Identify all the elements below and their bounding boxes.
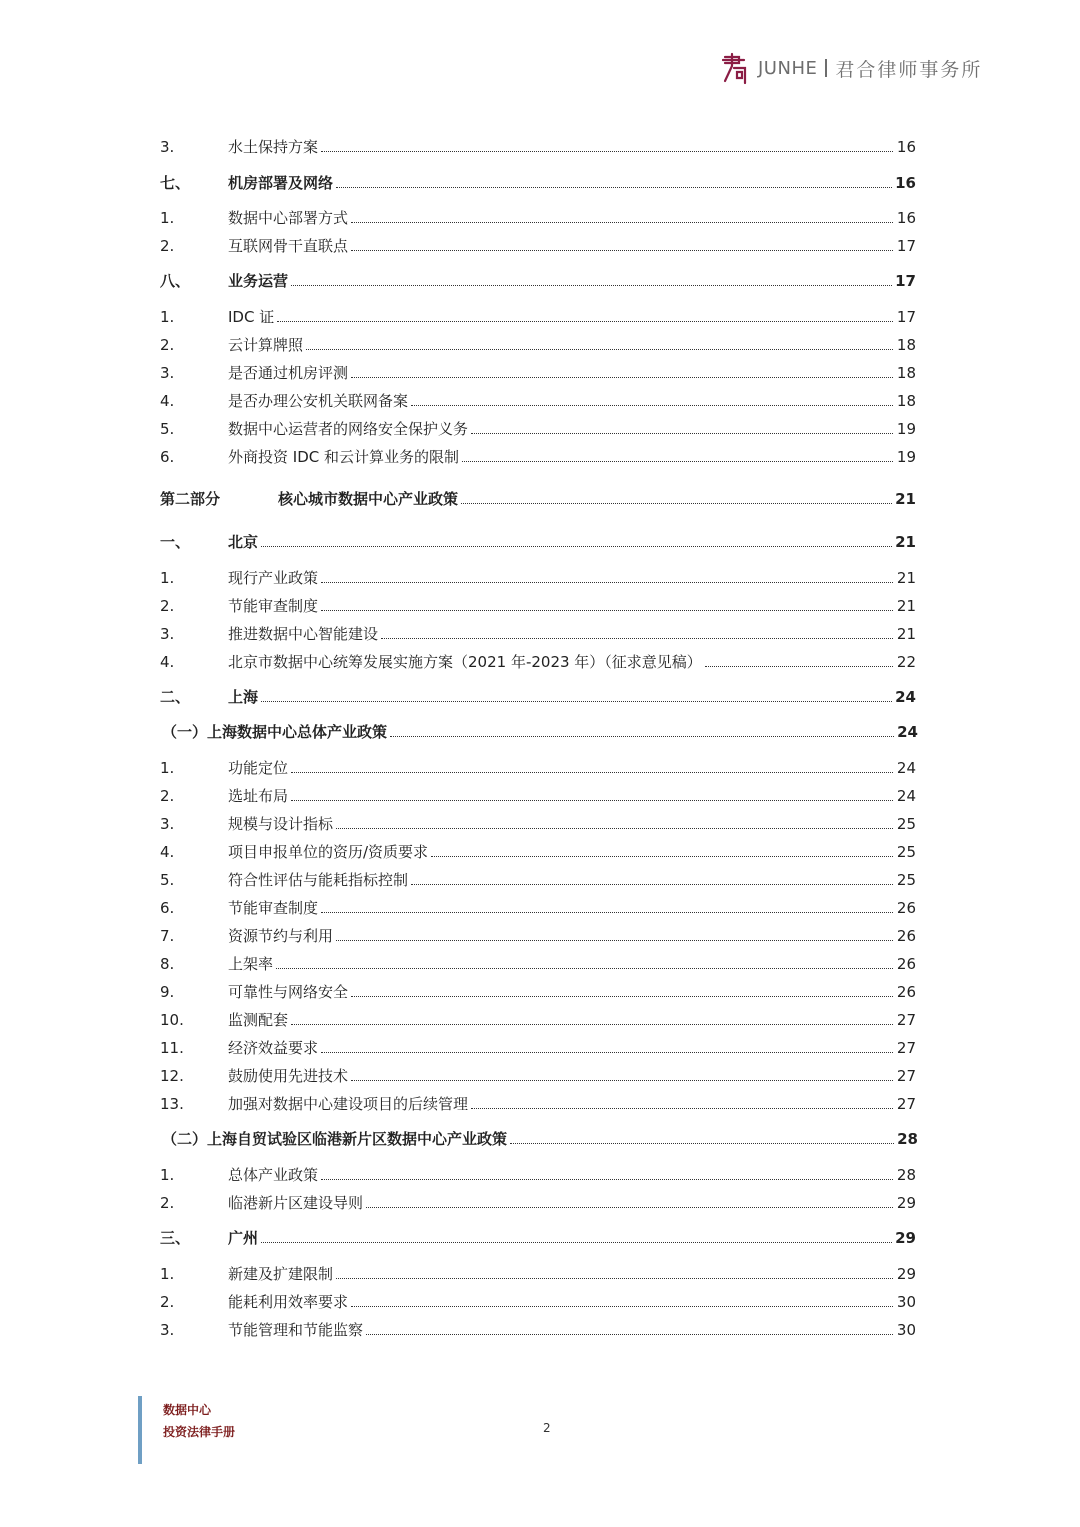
toc-entry-title: 北京市数据中心统筹发展实施方案（2021 年-2023 年）（征求意见稿）	[228, 653, 702, 671]
toc-entry-title: （二）上海自贸试验区临港新片区数据中心产业政策	[162, 1130, 508, 1148]
toc-dot-leader	[321, 1178, 893, 1180]
toc-entry-page: 18	[896, 336, 916, 354]
toc-entry-page: 25	[896, 871, 916, 889]
toc-entry-page: 22	[896, 653, 916, 671]
toc-entry[interactable]	[160, 1034, 916, 1058]
toc-dot-leader	[321, 150, 893, 152]
toc-entry[interactable]	[160, 133, 916, 157]
toc-entry-title: 临港新片区建设导则	[228, 1194, 364, 1212]
toc-entry-number: 5.	[160, 420, 175, 438]
toc-entry[interactable]	[160, 978, 916, 1002]
toc-entry-page: 21	[896, 569, 916, 587]
footer-title-line2: 投资法律手册	[163, 1425, 236, 1439]
toc-dot-leader	[471, 1107, 893, 1109]
toc-entry-number: 1.	[160, 569, 175, 587]
brand-name-cn: 君合律师事务所	[835, 58, 983, 81]
page-header	[722, 48, 982, 88]
toc-entry-title: 可靠性与网络安全	[228, 983, 349, 1001]
toc-entry-number: 6.	[160, 448, 175, 466]
toc-dot-leader	[366, 1206, 893, 1208]
toc-entry-title: 鼓励使用先进技术	[228, 1067, 349, 1085]
toc-entry-number: 3.	[160, 815, 175, 833]
toc-entry-title: 监测配套	[228, 1011, 289, 1029]
toc-entry-page: 27	[896, 1095, 916, 1113]
toc-dot-leader	[291, 284, 892, 286]
toc-entry[interactable]	[160, 1260, 916, 1284]
toc-entry-title: 数据中心运营者的网络安全保护义务	[228, 420, 469, 438]
toc-dot-leader	[705, 665, 893, 667]
toc-dot-leader	[381, 637, 893, 639]
toc-entry-page: 28	[896, 1166, 916, 1184]
toc-entry[interactable]	[160, 810, 916, 834]
toc-entry-number: 2.	[160, 1194, 175, 1212]
toc-entry-page: 29	[896, 1194, 916, 1212]
toc-entry[interactable]	[160, 754, 916, 778]
toc-entry-number: 7.	[160, 927, 175, 945]
toc-entry[interactable]	[160, 894, 916, 918]
toc-entry-title: 资源节约与利用	[228, 927, 334, 945]
toc-dot-leader	[291, 799, 893, 801]
toc-entry-page: 28	[897, 1130, 918, 1148]
toc-entry-title: 推进数据中心智能建设	[228, 625, 379, 643]
toc-entry-page: 25	[896, 815, 916, 833]
toc-entry[interactable]	[160, 169, 916, 193]
toc-entry-number: 3.	[160, 625, 175, 643]
toc-entry-number: 10.	[160, 1011, 184, 1029]
toc-entry-page: 24	[896, 787, 916, 805]
toc-entry[interactable]	[160, 1224, 916, 1248]
toc-entry-page: 16	[895, 174, 916, 192]
toc-entry-title: 节能审查制度	[228, 597, 319, 615]
toc-entry[interactable]	[160, 415, 916, 439]
toc-dot-leader	[336, 827, 893, 829]
toc-entry-title: 节能管理和节能监察	[228, 1321, 364, 1339]
toc-entry-number: 1.	[160, 1166, 175, 1184]
toc-entry-number: 4.	[160, 843, 175, 861]
toc-entry-title: 规模与设计指标	[228, 815, 334, 833]
toc-entry-title: 北京	[228, 533, 259, 551]
toc-entry-number: 1.	[160, 759, 175, 777]
toc-entry-page: 27	[896, 1011, 916, 1029]
toc-entry-title: （一）上海数据中心总体产业政策	[162, 723, 388, 741]
toc-entry-title: 业务运营	[228, 272, 289, 290]
toc-entry-number: 一、	[160, 533, 191, 551]
toc-entry[interactable]	[160, 267, 916, 291]
toc-entry-number: 4.	[160, 392, 175, 410]
toc-dot-leader	[351, 1079, 893, 1081]
toc-entry-page: 24	[896, 759, 916, 777]
toc-entry-page: 21	[895, 533, 916, 551]
toc-entry[interactable]	[160, 1189, 916, 1213]
toc-dot-leader	[277, 320, 893, 322]
toc-dot-leader	[321, 609, 893, 611]
toc-entry-number: 9.	[160, 983, 175, 1001]
toc-entry-page: 26	[896, 955, 916, 973]
toc-entry-title: 上海	[228, 688, 259, 706]
toc-dot-leader	[462, 460, 893, 462]
toc-entry-number: 第二部分	[160, 490, 221, 508]
toc-dot-leader	[336, 1277, 893, 1279]
toc-entry-number: 3.	[160, 1321, 175, 1339]
toc-entry-title: 选址布局	[228, 787, 289, 805]
toc-entry-number: 1.	[160, 308, 175, 326]
toc-entry[interactable]	[160, 204, 916, 228]
toc-entry[interactable]	[160, 564, 916, 588]
toc-entry-page: 26	[896, 899, 916, 917]
toc-entry-number: 3.	[160, 364, 175, 382]
toc-entry[interactable]	[162, 1125, 918, 1149]
toc-entry-page: 19	[896, 420, 916, 438]
toc-dot-leader	[461, 502, 892, 504]
toc-entry-number: 八、	[160, 272, 191, 290]
toc-entry-title: 功能定位	[228, 759, 289, 777]
toc-entry-title: 广州	[228, 1229, 259, 1247]
toc-entry-page: 29	[895, 1229, 916, 1247]
toc-entry-page: 18	[896, 392, 916, 410]
toc-entry[interactable]	[160, 1062, 916, 1086]
toc-entry[interactable]	[160, 232, 916, 256]
toc-entry-number: 2.	[160, 1293, 175, 1311]
toc-entry[interactable]	[160, 782, 916, 806]
toc-entry-number: 2.	[160, 597, 175, 615]
toc-dot-leader	[351, 221, 893, 223]
toc-dot-leader	[411, 404, 893, 406]
toc-entry-page: 25	[896, 843, 916, 861]
toc-entry[interactable]	[160, 592, 916, 616]
toc-entry-number: 5.	[160, 871, 175, 889]
toc-entry-title: 互联网骨干直联点	[228, 237, 349, 255]
toc-entry-page: 26	[896, 983, 916, 1001]
toc-dot-leader	[351, 995, 893, 997]
toc-entry-number: 1.	[160, 209, 175, 227]
toc-dot-leader	[306, 348, 893, 350]
toc-entry[interactable]	[160, 838, 916, 862]
toc-dot-leader	[261, 1241, 892, 1243]
toc-entry-number: 12.	[160, 1067, 184, 1085]
toc-dot-leader	[291, 1023, 893, 1025]
toc-entry-number: 8.	[160, 955, 175, 973]
toc-dot-leader	[351, 1305, 893, 1307]
toc-entry-page: 17	[896, 308, 916, 326]
toc-entry-title: 新建及扩建限制	[228, 1265, 334, 1283]
toc-entry[interactable]	[160, 331, 916, 355]
toc-dot-leader	[411, 883, 893, 885]
page-number: 2	[543, 1421, 551, 1435]
toc-entry-title: 外商投资 IDC 和云计算业务的限制	[228, 448, 459, 466]
toc-dot-leader	[321, 911, 893, 913]
toc-entry-number: 2.	[160, 787, 175, 805]
toc-entry[interactable]	[160, 950, 916, 974]
toc-dot-leader	[336, 939, 893, 941]
toc-entry-page: 26	[896, 927, 916, 945]
toc-entry-number: 三、	[160, 1229, 191, 1247]
footer-title	[163, 1399, 235, 1443]
toc-entry-title: 能耗利用效率要求	[228, 1293, 349, 1311]
toc-dot-leader	[471, 432, 893, 434]
toc-entry-title: 经济效益要求	[228, 1039, 319, 1057]
toc-entry[interactable]	[160, 387, 916, 411]
toc-entry-page: 30	[896, 1293, 916, 1311]
toc-dot-leader	[261, 545, 892, 547]
brand-name-en: JUNHE	[758, 57, 818, 79]
toc-entry-number: 七、	[160, 174, 191, 192]
toc-entry-number: 2.	[160, 237, 175, 255]
toc-entry[interactable]	[160, 922, 916, 946]
toc-entry-title: 加强对数据中心建设项目的后续管理	[228, 1095, 469, 1113]
toc-dot-leader	[321, 1051, 893, 1053]
toc-entry-title: IDC 证	[228, 308, 275, 326]
toc-dot-leader	[336, 186, 892, 188]
toc-dot-leader	[351, 376, 893, 378]
toc-entry-title: 上架率	[228, 955, 274, 973]
toc-entry-title: 机房部署及网络	[228, 174, 334, 192]
toc-dot-leader	[321, 581, 893, 583]
toc-entry[interactable]	[160, 620, 916, 644]
toc-dot-leader	[276, 967, 893, 969]
toc-entry[interactable]	[160, 683, 916, 707]
toc-entry-title: 云计算牌照	[228, 336, 304, 354]
toc-dot-leader	[261, 700, 892, 702]
toc-entry[interactable]	[160, 359, 916, 383]
brand-divider	[825, 59, 827, 77]
toc-entry[interactable]	[160, 303, 916, 327]
junhe-logo-icon	[722, 51, 748, 85]
toc-entry-page: 17	[895, 272, 916, 290]
toc-entry-number: 6.	[160, 899, 175, 917]
toc-entry[interactable]	[160, 485, 916, 509]
toc-entry-title: 节能审查制度	[228, 899, 319, 917]
toc-dot-leader	[351, 249, 893, 251]
toc-entry-title: 项目申报单位的资历/资质要求	[228, 843, 429, 861]
toc-entry-page: 24	[895, 688, 916, 706]
toc-entry-page: 27	[896, 1067, 916, 1085]
toc-entry-title: 是否办理公安机关联网备案	[228, 392, 409, 410]
toc-dot-leader	[510, 1142, 894, 1144]
toc-entry[interactable]	[160, 1288, 916, 1312]
toc-entry-page: 16	[896, 138, 916, 156]
toc-entry-title: 总体产业政策	[228, 1166, 319, 1184]
toc-dot-leader	[366, 1333, 893, 1335]
toc-entry-title: 水土保持方案	[228, 138, 319, 156]
toc-entry-number: 2.	[160, 336, 175, 354]
footer-accent-bar	[138, 1396, 142, 1464]
toc-entry-page: 21	[896, 625, 916, 643]
toc-entry-title: 是否通过机房评测	[228, 364, 349, 382]
toc-entry-number: 11.	[160, 1039, 184, 1057]
toc-entry-number: 1.	[160, 1265, 175, 1283]
toc-entry-page: 24	[897, 723, 918, 741]
toc-entry[interactable]	[160, 1090, 916, 1114]
toc-dot-leader	[291, 771, 893, 773]
toc-entry[interactable]	[160, 443, 916, 467]
toc-dot-leader	[390, 735, 894, 737]
toc-entry-number: 4.	[160, 653, 175, 671]
toc-entry-title: 数据中心部署方式	[228, 209, 349, 227]
toc-entry-page: 21	[895, 490, 916, 508]
toc-entry-page: 16	[896, 209, 916, 227]
toc-entry-title: 核心城市数据中心产业政策	[278, 490, 459, 508]
toc-entry-page: 27	[896, 1039, 916, 1057]
toc-entry-number: 3.	[160, 138, 175, 156]
toc-entry-page: 30	[896, 1321, 916, 1339]
toc-entry[interactable]	[160, 1006, 916, 1030]
toc-entry-number: 二、	[160, 688, 191, 706]
toc-entry[interactable]	[160, 528, 916, 552]
toc-entry-title: 现行产业政策	[228, 569, 319, 587]
toc-entry[interactable]	[160, 1316, 916, 1340]
toc-entry[interactable]	[162, 718, 918, 742]
toc-entry[interactable]	[160, 1161, 916, 1185]
toc-entry[interactable]	[160, 866, 916, 890]
toc-entry-number: 13.	[160, 1095, 184, 1113]
footer-title-line1: 数据中心	[163, 1403, 212, 1417]
toc-entry-page: 17	[896, 237, 916, 255]
toc-entry-page: 19	[896, 448, 916, 466]
toc-entry-page: 29	[896, 1265, 916, 1283]
toc-entry-title: 符合性评估与能耗指标控制	[228, 871, 409, 889]
toc-dot-leader	[431, 855, 893, 857]
toc-entry-page: 21	[896, 597, 916, 615]
toc-entry[interactable]	[160, 648, 916, 672]
toc-entry-page: 18	[896, 364, 916, 382]
